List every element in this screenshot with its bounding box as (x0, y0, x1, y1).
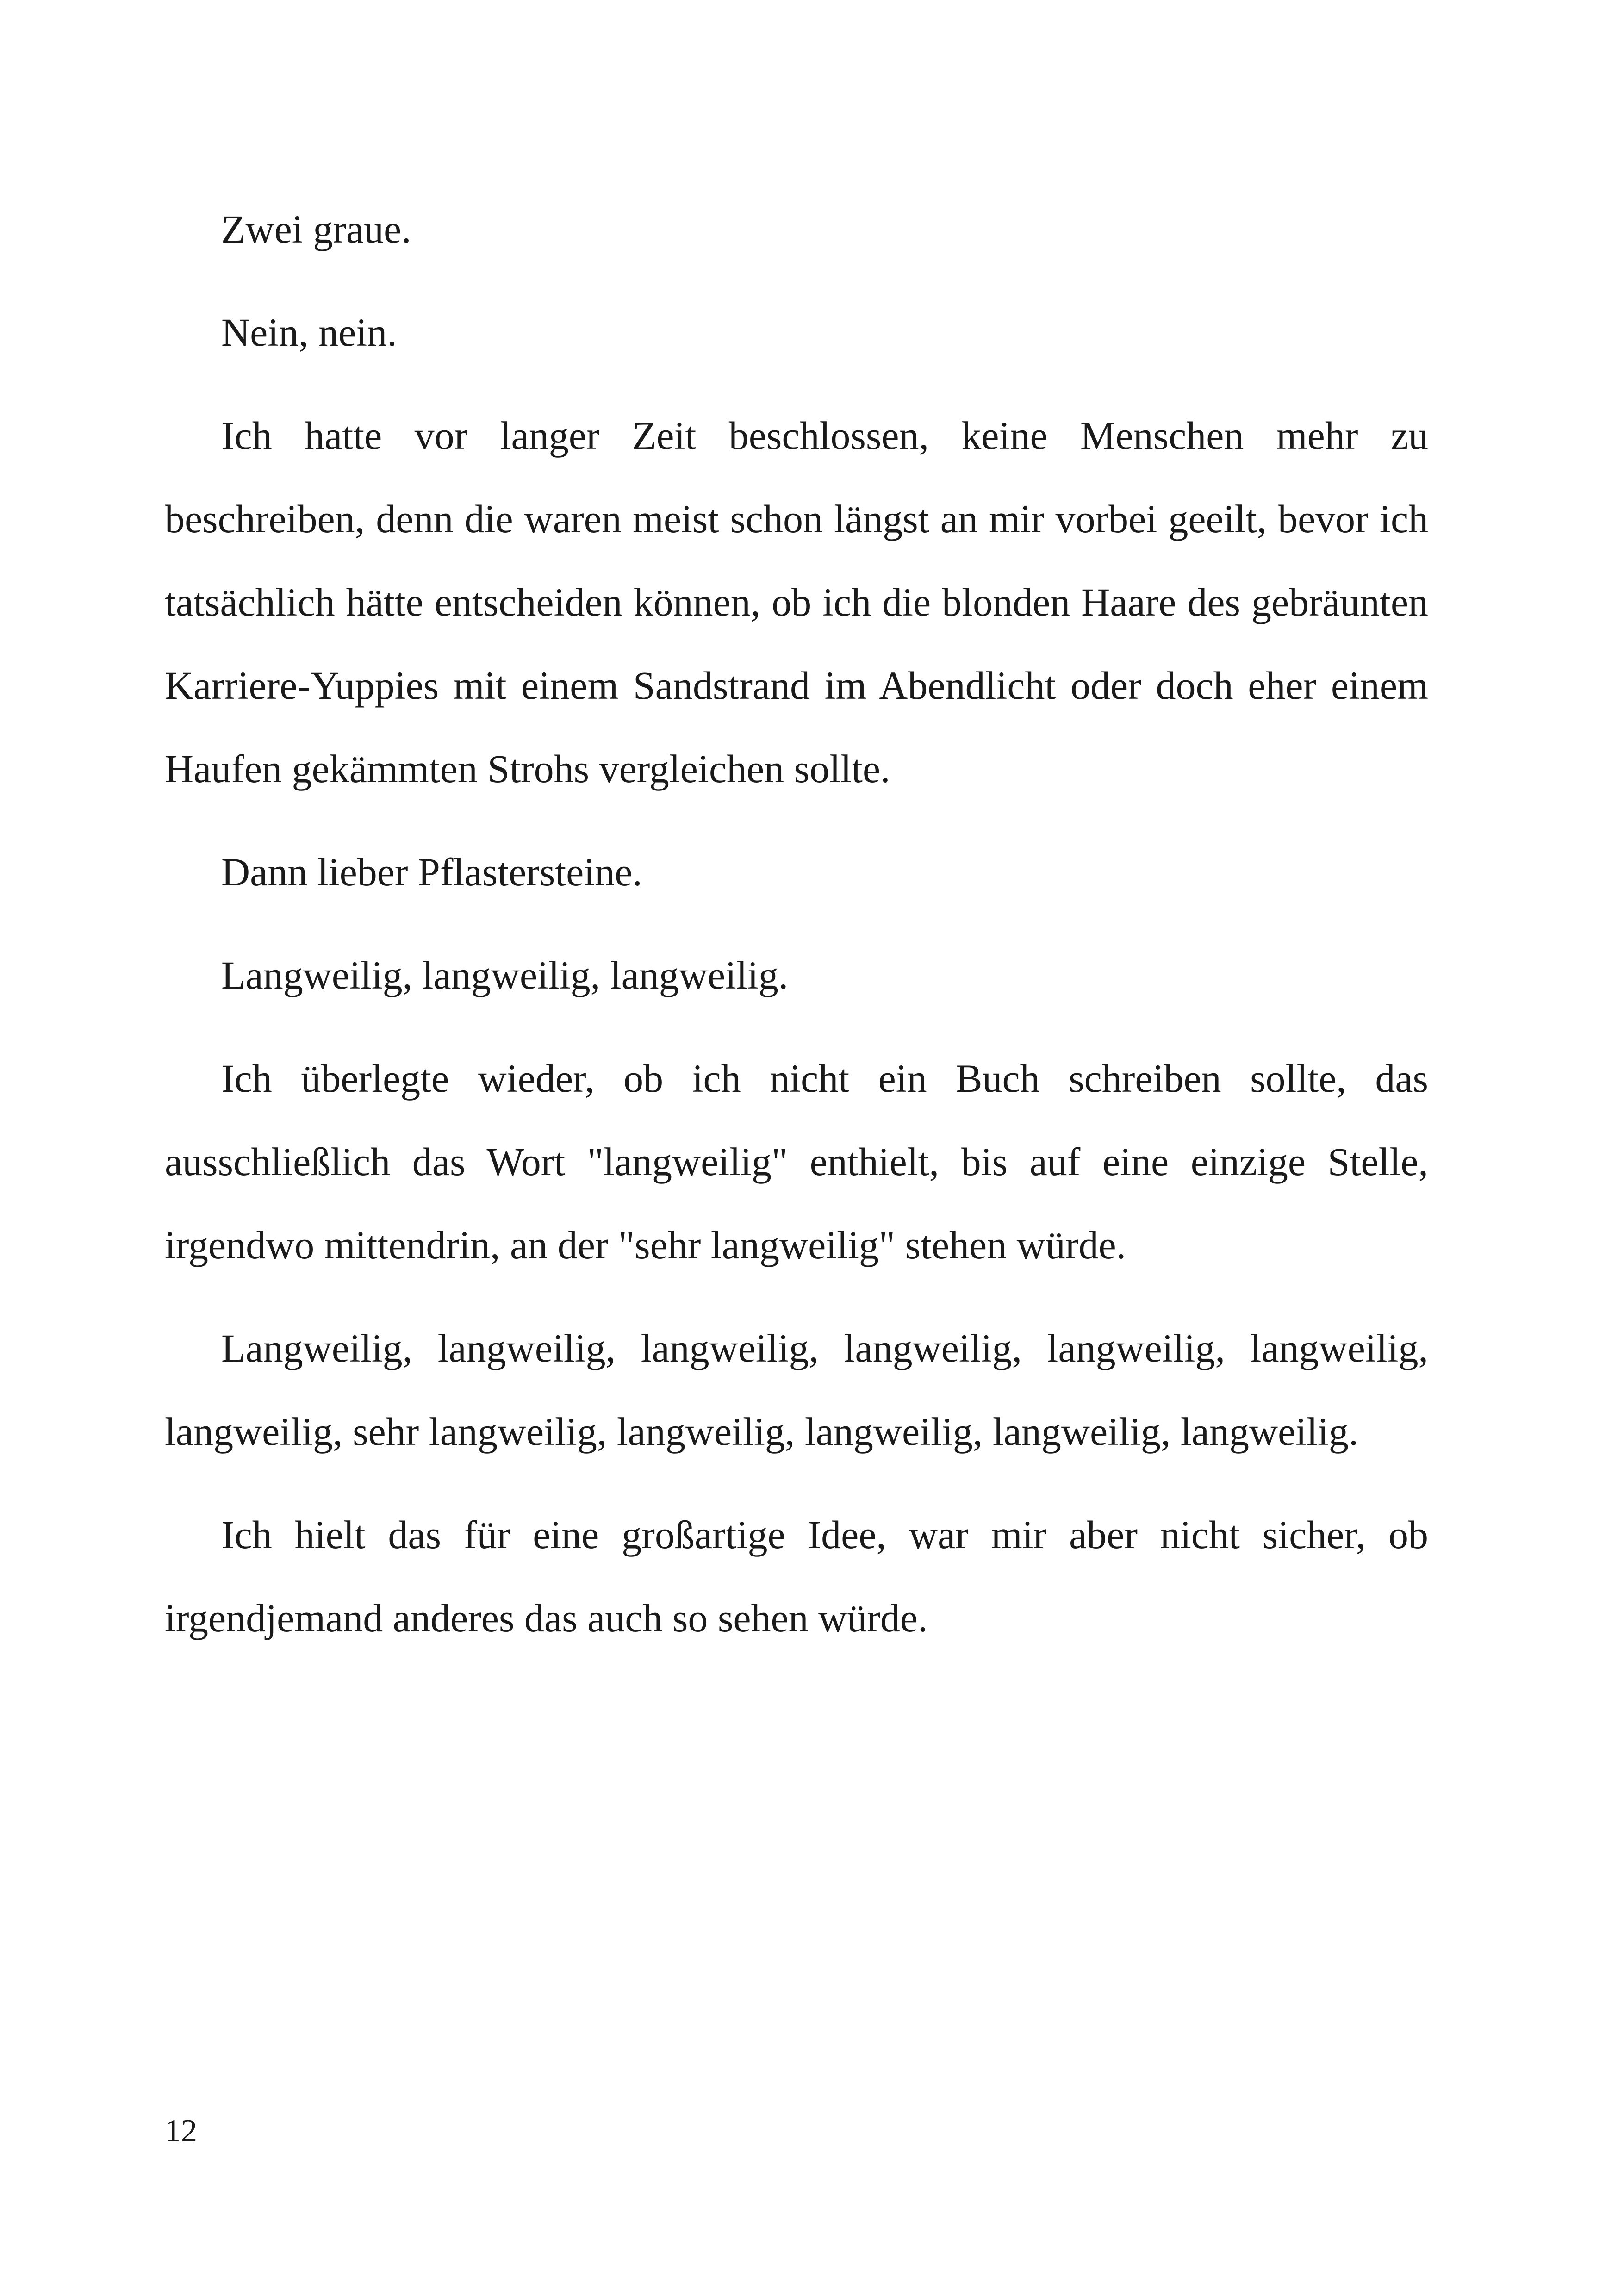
paragraph: Ich hatte vor langer Zeit beschlossen, keine Menschen mehr zu beschreiben, denn die waren meist schon längst an mir vorbei geeilt, bevor ich tatsächlich hätte entscheiden können, ob ich die blonden Haare des gebräunten Karriere-Yuppies mit einem Sandstrand im Abendlicht oder doch eher einem Haufen gekämmten Strohs vergleichen sollte. (165, 413, 1428, 791)
paragraph: Zwei graue. (221, 207, 411, 251)
paragraph: Langweilig, langweilig, langweilig. (221, 953, 789, 997)
paragraph: Ich überlegte wieder, ob ich nicht ein Buch schreiben sollte, das ausschließlich das Wort "langweilig" enthielt, bis auf eine einzige Stelle, irgendwo mittendrin, an der "sehr langweilig" stehen würde. (165, 1056, 1428, 1267)
paragraph: Ich hielt das für eine großartige Idee, war mir aber nicht sicher, ob irgendjemand anderes das auch so sehen würde. (165, 1512, 1428, 1640)
paragraph: Dann lieber Pflastersteine. (221, 850, 642, 894)
body-text (165, 187, 1428, 1680)
paragraph: Nein, nein. (221, 310, 397, 355)
paragraph: Langweilig, langweilig, langweilig, langweilig, langweilig, langweilig, langweilig, sehr langweilig, langweilig, langweilig, langweilig, langweilig. (165, 1326, 1428, 1454)
page-number: 12 (165, 2113, 197, 2149)
